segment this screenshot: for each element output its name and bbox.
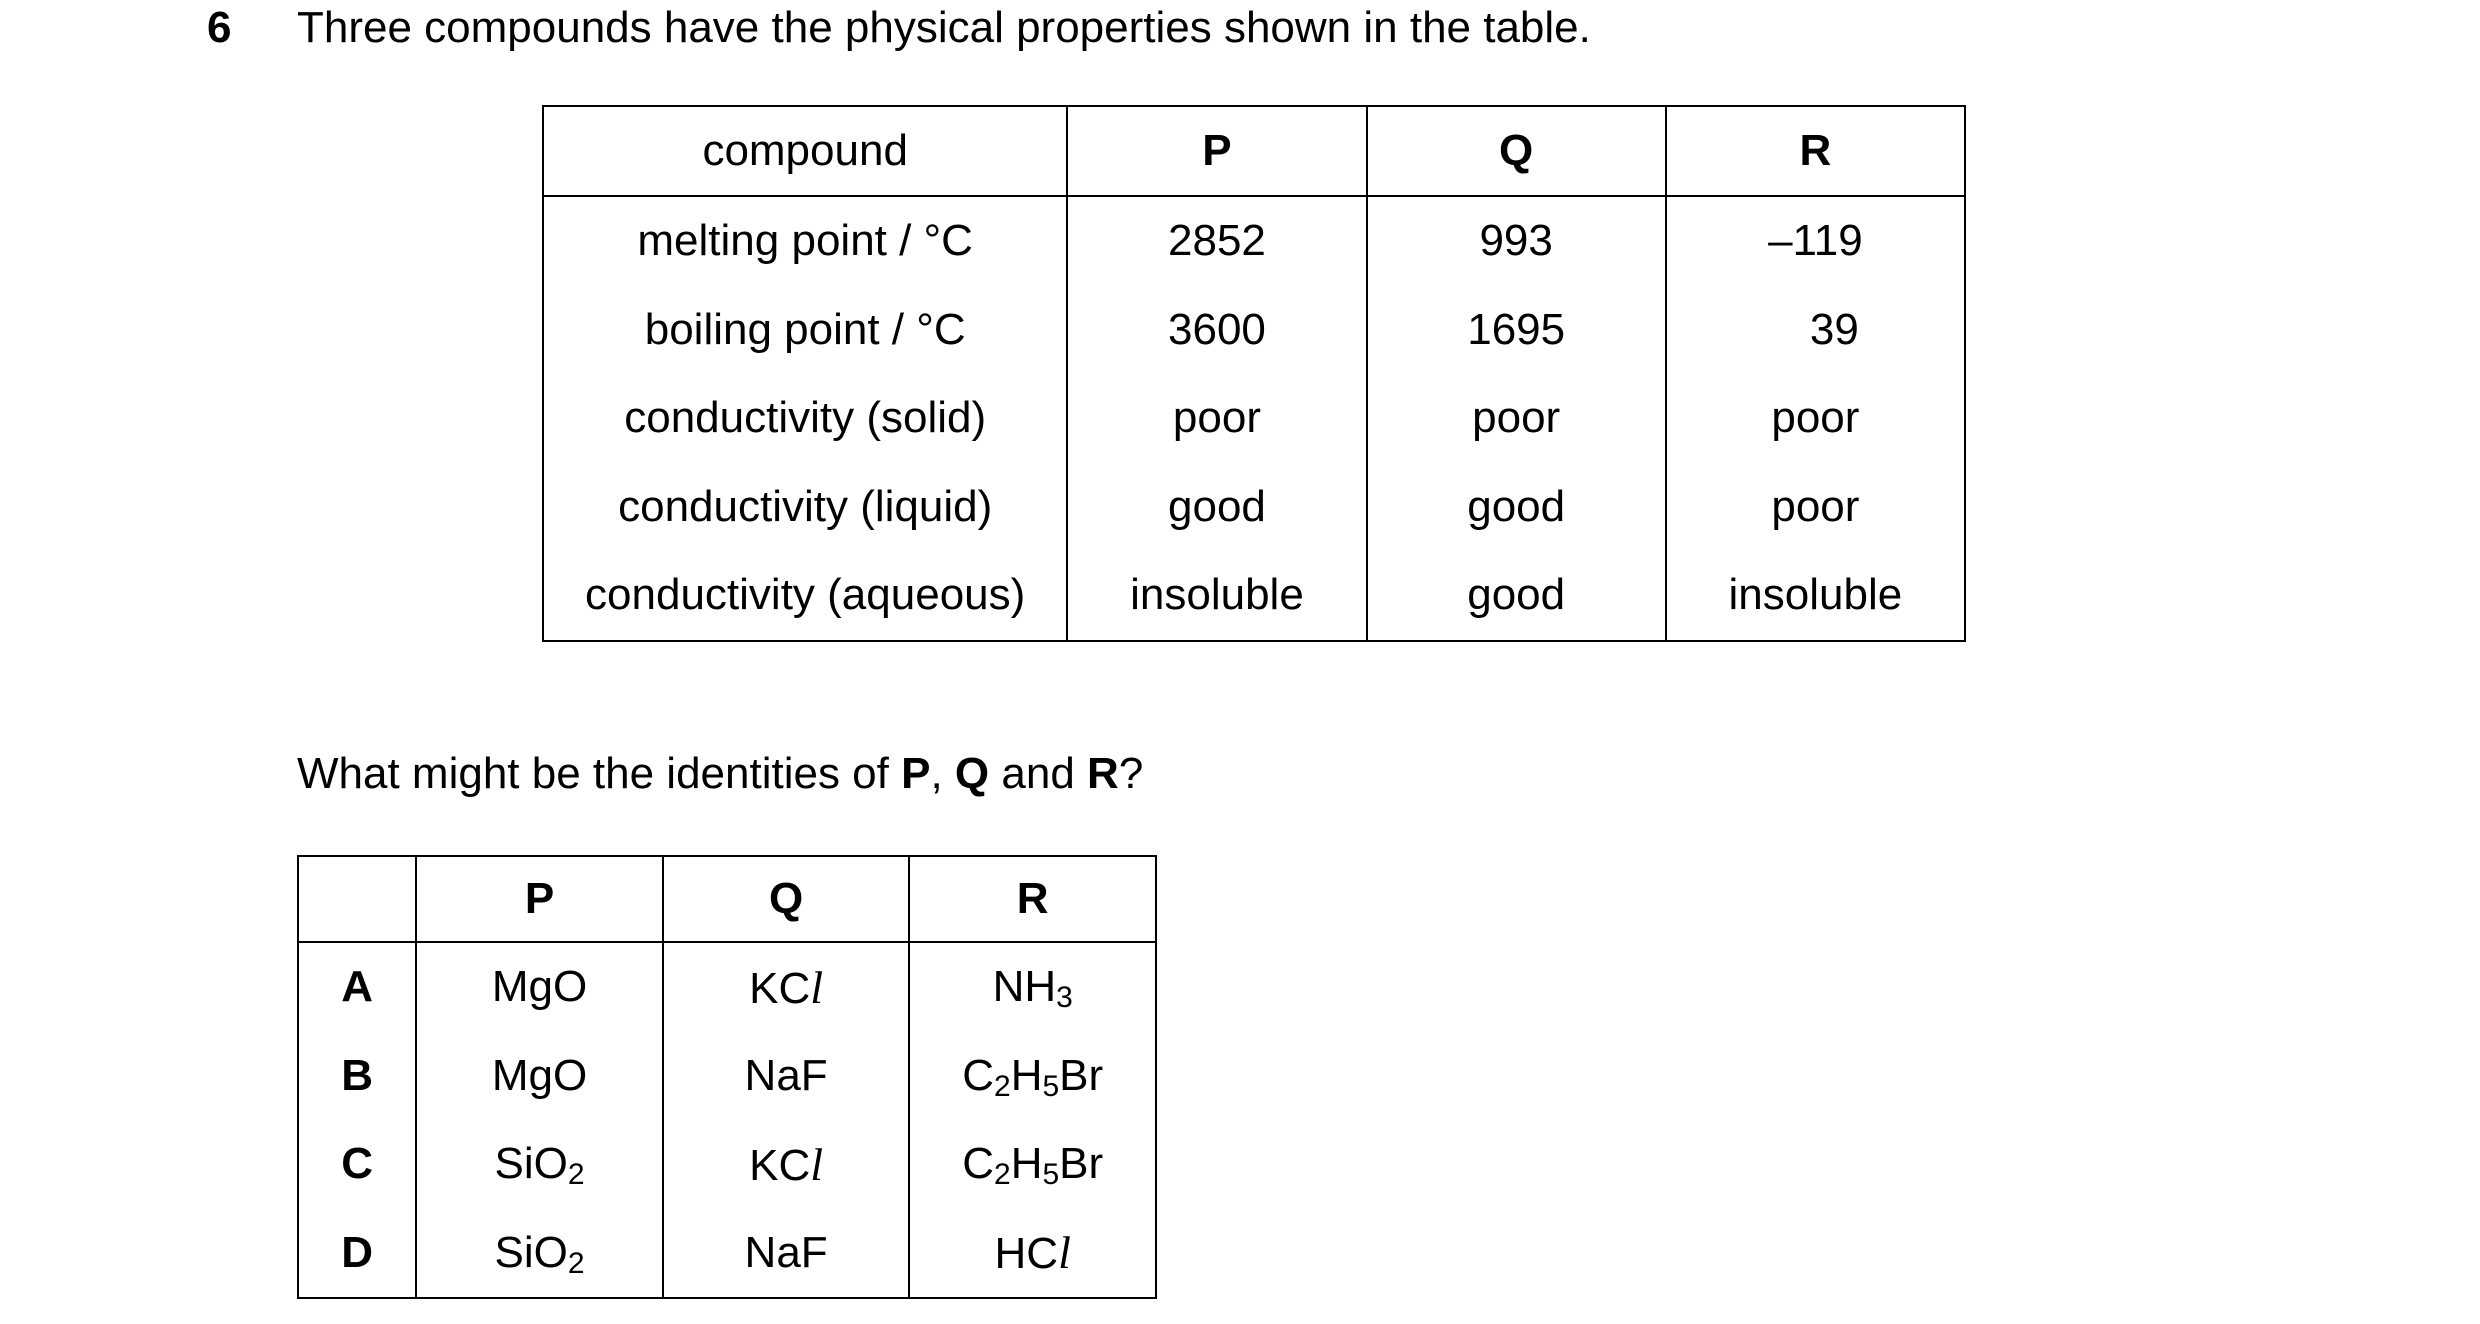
prompt-text: What might be the identities of bbox=[297, 749, 902, 798]
option-row-a[interactable] bbox=[298, 942, 1156, 1032]
header-r: R bbox=[909, 856, 1156, 942]
value-q: good bbox=[1367, 463, 1666, 552]
header-q: Q bbox=[1367, 106, 1666, 196]
header-p: P bbox=[1067, 106, 1366, 196]
table-row bbox=[543, 463, 1965, 552]
value-r: poor bbox=[1666, 463, 1965, 552]
formula-q: KCl bbox=[663, 1120, 910, 1209]
value-p: 3600 bbox=[1067, 286, 1366, 375]
value-q: poor bbox=[1367, 374, 1666, 463]
formula-r: $C_2H_5Br$ bbox=[909, 1120, 1156, 1209]
table-row bbox=[543, 196, 1965, 286]
table-row bbox=[543, 374, 1965, 463]
prompt-text: , bbox=[930, 749, 955, 798]
table-row bbox=[543, 551, 1965, 641]
property-label: conductivity (liquid) bbox=[543, 463, 1067, 552]
header-compound: compound bbox=[543, 106, 1067, 196]
formula-r: HCl bbox=[909, 1209, 1156, 1299]
prompt-p: P bbox=[901, 749, 931, 798]
header-p: P bbox=[416, 856, 663, 942]
formula-p: MgO bbox=[416, 1032, 663, 1121]
question-number: 6 bbox=[207, 3, 232, 52]
value-r: –119 bbox=[1666, 196, 1965, 286]
question-intro: Three compounds have the physical properties shown in the table. bbox=[297, 3, 1591, 52]
formula-p: SiO$_2$ bbox=[416, 1209, 663, 1299]
prompt-q: Q bbox=[954, 749, 990, 798]
value-q: 1695 bbox=[1367, 286, 1666, 375]
header-blank bbox=[298, 856, 416, 942]
formula-q: NaF bbox=[663, 1209, 910, 1299]
option-letter[interactable]: D bbox=[298, 1209, 416, 1299]
value-p: 2852 bbox=[1067, 196, 1366, 286]
property-label: boiling point / °C bbox=[543, 286, 1067, 375]
property-label: melting point / °C bbox=[543, 196, 1067, 286]
prompt-text: and bbox=[989, 749, 1088, 798]
value-r: poor bbox=[1666, 374, 1965, 463]
option-letter[interactable]: B bbox=[298, 1032, 416, 1121]
value-p: good bbox=[1067, 463, 1366, 552]
formula-q: NaF bbox=[663, 1032, 910, 1121]
properties-table bbox=[542, 105, 1966, 642]
property-label: conductivity (aqueous) bbox=[543, 551, 1067, 641]
formula-r: $NH_3$ bbox=[909, 942, 1156, 1032]
value-r: 39 bbox=[1666, 286, 1965, 375]
value-q: 993 bbox=[1367, 196, 1666, 286]
question-prompt bbox=[297, 748, 1143, 800]
header-q: Q bbox=[663, 856, 910, 942]
value-q: good bbox=[1367, 551, 1666, 641]
formula-p: MgO bbox=[416, 942, 663, 1032]
options-table bbox=[297, 855, 1157, 1299]
formula-p: SiO$_2$ bbox=[416, 1120, 663, 1209]
option-letter[interactable]: C bbox=[298, 1120, 416, 1209]
value-p: poor bbox=[1067, 374, 1366, 463]
value-p: insoluble bbox=[1067, 551, 1366, 641]
property-label: conductivity (solid) bbox=[543, 374, 1067, 463]
prompt-text: ? bbox=[1118, 749, 1144, 798]
formula-r: $C_2H_5Br$ bbox=[909, 1032, 1156, 1121]
option-row-d[interactable] bbox=[298, 1209, 1156, 1299]
option-row-c[interactable] bbox=[298, 1120, 1156, 1209]
option-row-b[interactable] bbox=[298, 1032, 1156, 1121]
formula-q: KCl bbox=[663, 942, 910, 1032]
prompt-r: R bbox=[1087, 749, 1119, 798]
options-header-row bbox=[298, 856, 1156, 942]
value-r: insoluble bbox=[1666, 551, 1965, 641]
option-letter[interactable]: A bbox=[298, 942, 416, 1032]
properties-header-row bbox=[543, 106, 1965, 196]
header-r: R bbox=[1666, 106, 1965, 196]
table-row bbox=[543, 286, 1965, 375]
